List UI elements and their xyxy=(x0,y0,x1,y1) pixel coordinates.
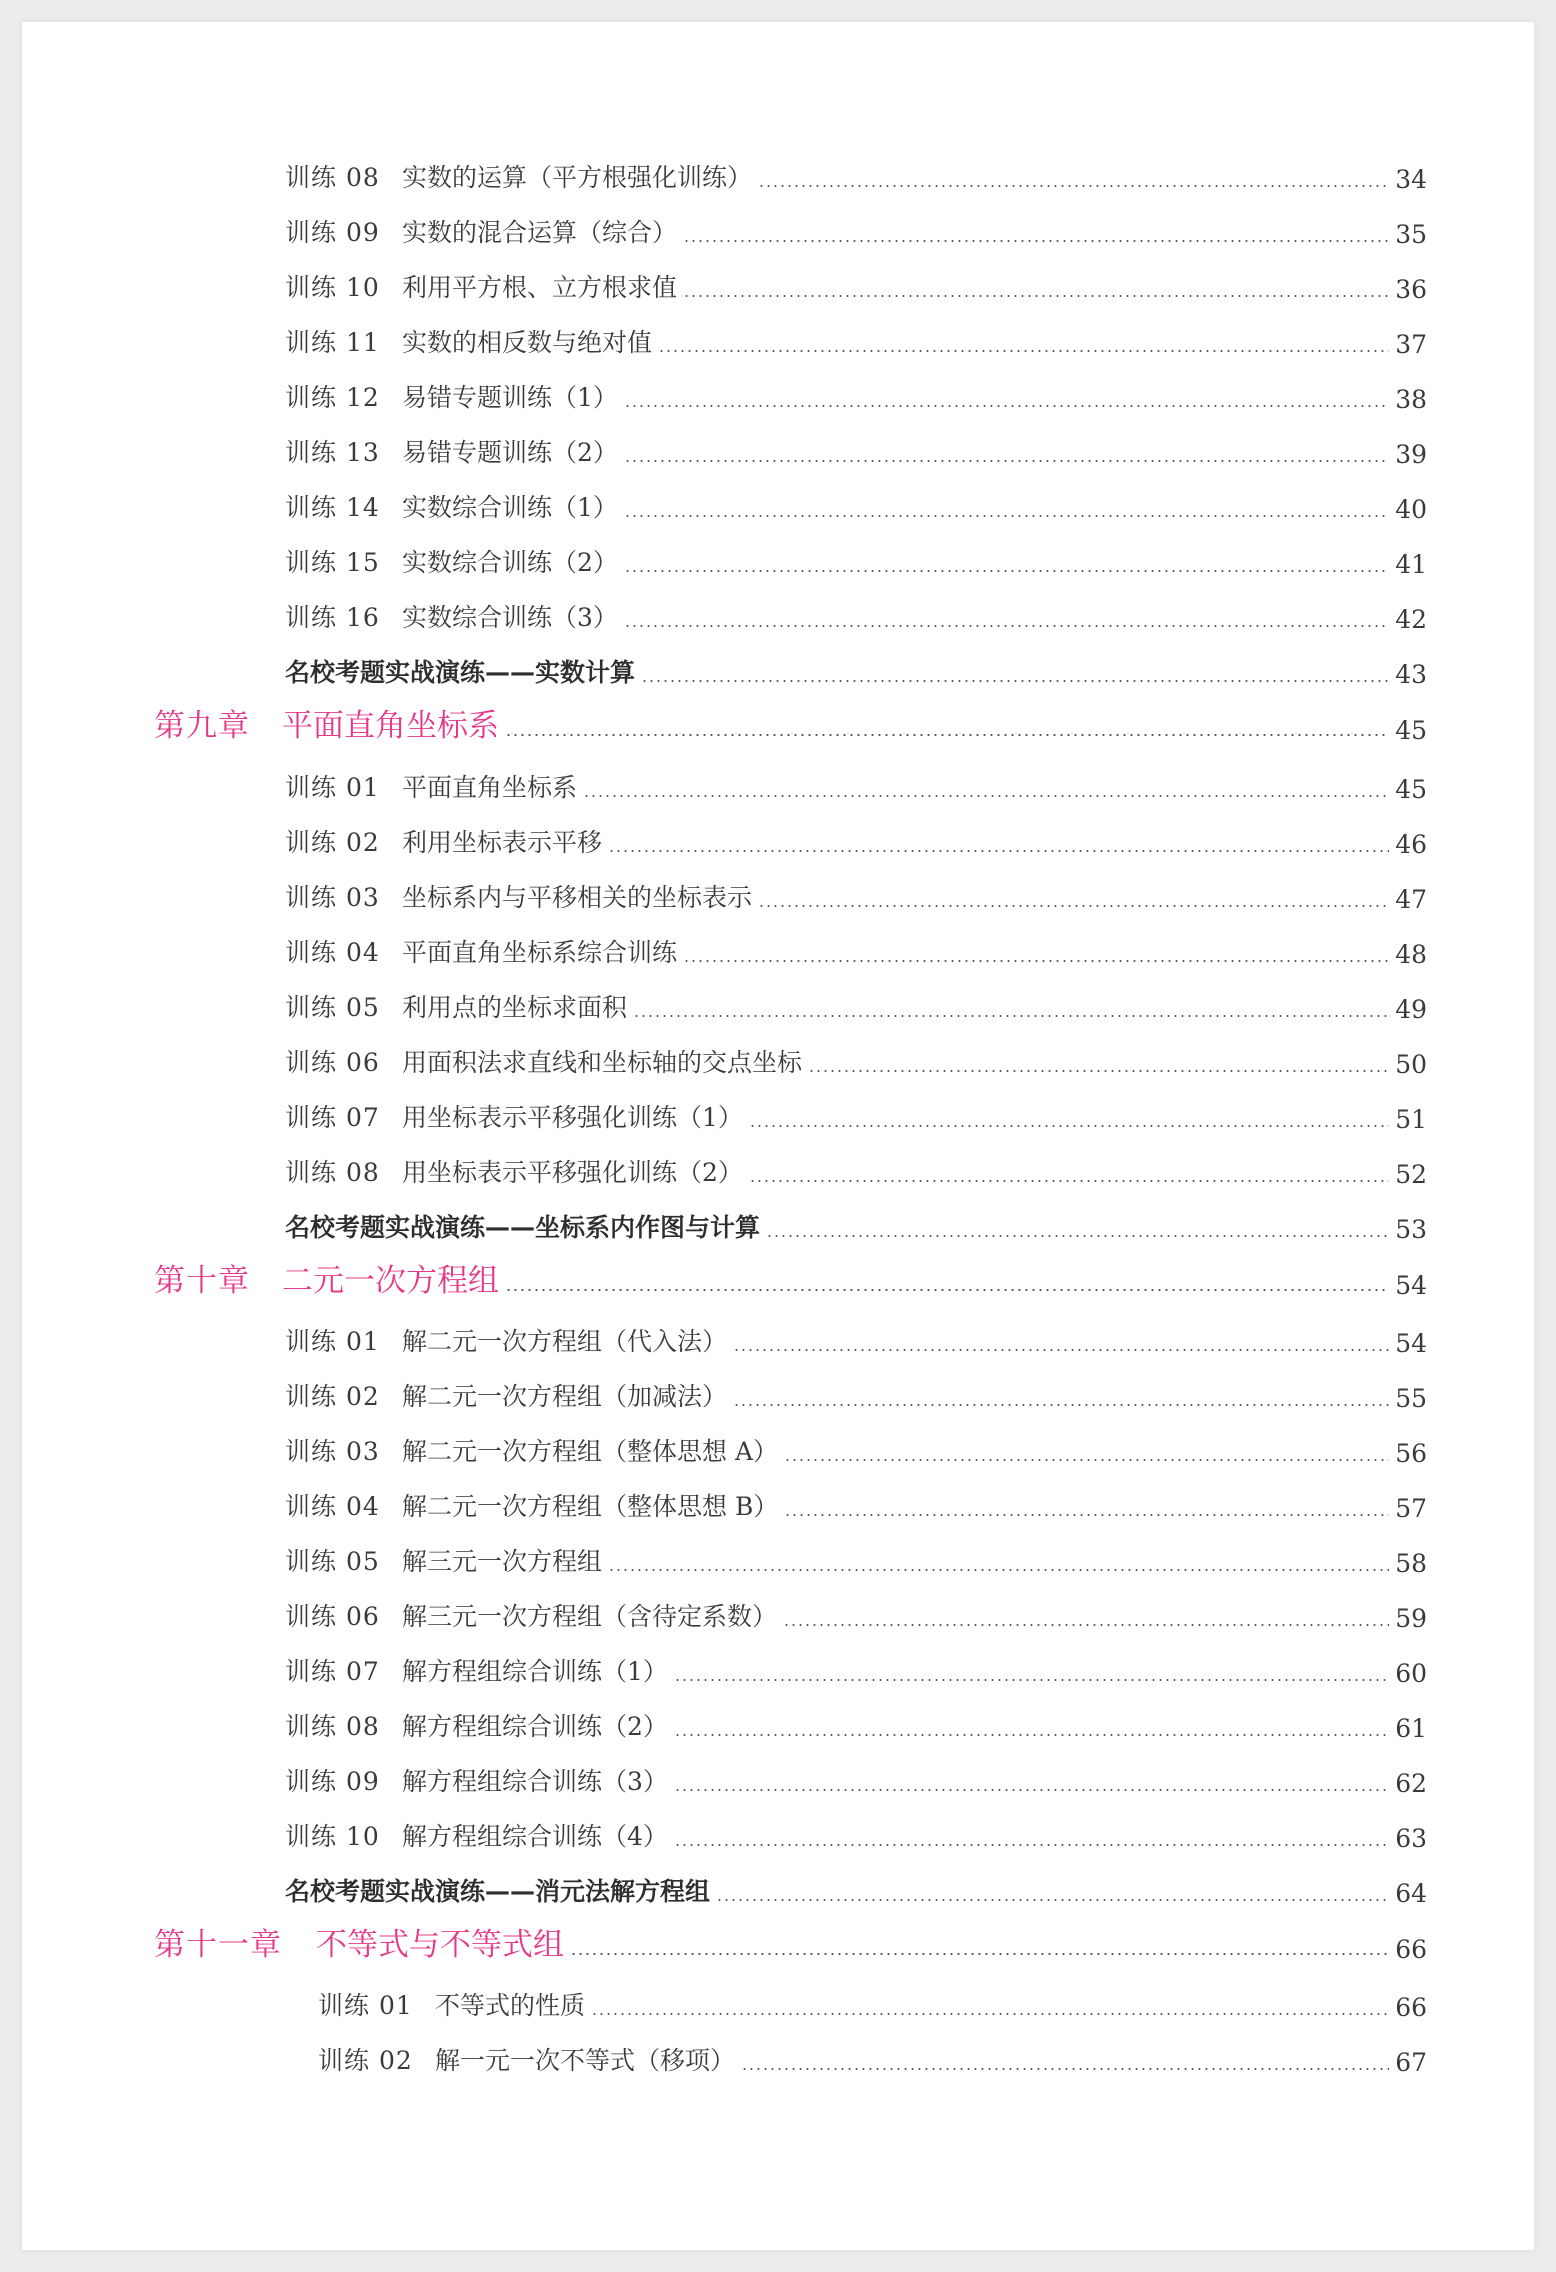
entry-number: 训练 07 xyxy=(285,1103,380,1132)
chapter-heading xyxy=(154,1258,1427,1300)
dot-leader xyxy=(658,350,1389,352)
entry-title: 易错专题训练（1） xyxy=(402,383,618,412)
toc-entry xyxy=(285,1646,1427,1688)
dot-leader xyxy=(608,1569,1389,1571)
page-number: 36 xyxy=(1395,275,1427,304)
entry-title: 实数综合训练（2） xyxy=(402,548,618,577)
dot-leader xyxy=(674,1844,1389,1846)
page-number: 35 xyxy=(1395,220,1427,249)
entry-title: 解一元一次不等式（移项） xyxy=(435,2046,736,2075)
toc-entry xyxy=(285,1701,1427,1743)
chapter-number: 第十一章 xyxy=(154,1927,282,1963)
dot-leader xyxy=(624,405,1389,407)
dot-leader xyxy=(505,734,1389,736)
entry-number: 训练 01 xyxy=(318,1991,413,2020)
entry-number: 训练 12 xyxy=(285,383,380,412)
toc-entry xyxy=(285,1037,1427,1079)
entry-number: 训练 09 xyxy=(285,1767,380,1796)
toc-entry xyxy=(285,927,1427,969)
toc-entry xyxy=(318,1980,1427,2022)
toc-entry xyxy=(318,2035,1427,2077)
entry-title: 用面积法求直线和坐标轴的交点坐标 xyxy=(402,1048,803,1077)
entry-title: 坐标系内与平移相关的坐标表示 xyxy=(402,883,753,912)
dot-leader xyxy=(633,1015,1389,1017)
dot-leader xyxy=(683,240,1389,242)
dot-leader xyxy=(683,295,1389,297)
toc-entry xyxy=(285,427,1427,469)
entry-number: 训练 08 xyxy=(285,163,380,192)
entry-number: 训练 04 xyxy=(285,938,380,967)
entry-title: 解方程组综合训练（1） xyxy=(402,1657,668,1686)
page-number: 55 xyxy=(1395,1384,1427,1413)
page-number: 34 xyxy=(1395,165,1427,194)
entry-title: 名校考题实战演练——实数计算 xyxy=(285,658,636,687)
dot-leader xyxy=(749,1125,1389,1127)
dot-leader xyxy=(741,2068,1389,2070)
entry-title: 实数综合训练（3） xyxy=(402,603,618,632)
toc-entry xyxy=(285,1371,1427,1413)
entry-title: 解方程组综合训练（3） xyxy=(402,1767,668,1796)
dot-leader xyxy=(624,625,1389,627)
entry-title: 用坐标表示平移强化训练（1） xyxy=(402,1103,743,1132)
entry-title: 实数的运算（平方根强化训练） xyxy=(402,163,753,192)
toc-entry xyxy=(285,537,1427,579)
page-number: 67 xyxy=(1395,2048,1427,2077)
entry-title: 解三元一次方程组 xyxy=(402,1547,603,1576)
chapter-title: 不等式与不等式组 xyxy=(316,1927,564,1963)
toc-entry xyxy=(285,317,1427,359)
dot-leader xyxy=(674,1734,1389,1736)
page-number: 38 xyxy=(1395,385,1427,414)
entry-number: 训练 03 xyxy=(285,1437,380,1466)
page-number: 51 xyxy=(1395,1105,1427,1134)
entry-title: 利用坐标表示平移 xyxy=(402,828,603,857)
toc-entry xyxy=(285,1591,1427,1633)
dot-leader xyxy=(583,795,1389,797)
page-number: 52 xyxy=(1395,1160,1427,1189)
entry-number: 训练 05 xyxy=(285,1547,380,1576)
page-number: 61 xyxy=(1395,1714,1427,1743)
page-number: 39 xyxy=(1395,440,1427,469)
entry-title: 解三元一次方程组（含待定系数） xyxy=(402,1602,778,1631)
entry-title: 利用点的坐标求面积 xyxy=(402,993,628,1022)
dot-leader xyxy=(783,1624,1389,1626)
entry-title: 平面直角坐标系综合训练 xyxy=(402,938,678,967)
entry-number: 训练 01 xyxy=(285,773,380,802)
dot-leader xyxy=(784,1459,1389,1461)
exam-practice-entry xyxy=(285,647,1427,689)
entry-number: 训练 04 xyxy=(285,1492,380,1521)
toc-entry xyxy=(285,1481,1427,1523)
dot-leader xyxy=(758,905,1389,907)
entry-title: 实数的相反数与绝对值 xyxy=(402,328,653,357)
page-number: 53 xyxy=(1395,1215,1427,1244)
entry-title: 解方程组综合训练（2） xyxy=(402,1712,668,1741)
toc-entry xyxy=(285,1092,1427,1134)
chapter-heading xyxy=(154,1922,1427,1964)
entry-title: 利用平方根、立方根求值 xyxy=(402,273,678,302)
page-number: 66 xyxy=(1395,1993,1427,2022)
entry-number: 训练 03 xyxy=(285,883,380,912)
dot-leader xyxy=(608,850,1389,852)
dot-leader xyxy=(624,570,1389,572)
dot-leader xyxy=(674,1789,1389,1791)
toc-entry xyxy=(285,817,1427,859)
entry-number: 训练 06 xyxy=(285,1602,380,1631)
page-number: 37 xyxy=(1395,330,1427,359)
page-number: 54 xyxy=(1395,1271,1427,1300)
entry-number: 训练 01 xyxy=(285,1327,380,1356)
page-number: 56 xyxy=(1395,1439,1427,1468)
entry-number: 训练 11 xyxy=(285,328,380,357)
toc-entry xyxy=(285,1756,1427,1798)
page-number: 41 xyxy=(1395,550,1427,579)
page-number: 45 xyxy=(1395,716,1427,745)
entry-number: 训练 08 xyxy=(285,1158,380,1187)
entry-number: 训练 13 xyxy=(285,438,380,467)
page-number: 59 xyxy=(1395,1604,1427,1633)
entry-number: 训练 08 xyxy=(285,1712,380,1741)
entry-title: 解方程组综合训练（4） xyxy=(402,1822,668,1851)
exam-practice-entry xyxy=(285,1866,1427,1908)
entry-title: 易错专题训练（2） xyxy=(402,438,618,467)
entry-number: 训练 02 xyxy=(318,2046,413,2075)
dot-leader xyxy=(591,2013,1389,2015)
document-page xyxy=(22,22,1534,2250)
entry-title: 实数的混合运算（综合） xyxy=(402,218,678,247)
page-number: 62 xyxy=(1395,1769,1427,1798)
entry-number: 训练 06 xyxy=(285,1048,380,1077)
chapter-heading xyxy=(154,703,1427,745)
dot-leader xyxy=(758,185,1389,187)
entry-number: 训练 16 xyxy=(285,603,380,632)
toc-entry xyxy=(285,482,1427,524)
page-number: 49 xyxy=(1395,995,1427,1024)
chapter-title: 平面直角坐标系 xyxy=(282,708,499,744)
dot-leader xyxy=(674,1679,1389,1681)
dot-leader xyxy=(641,680,1389,682)
entry-number: 训练 05 xyxy=(285,993,380,1022)
entry-title: 解二元一次方程组（整体思想 A） xyxy=(402,1437,779,1466)
entry-title: 解二元一次方程组（整体思想 B） xyxy=(402,1492,779,1521)
entry-title: 实数综合训练（1） xyxy=(402,493,618,522)
page-number: 66 xyxy=(1395,1935,1427,1964)
chapter-title: 二元一次方程组 xyxy=(282,1263,499,1299)
page-number: 50 xyxy=(1395,1050,1427,1079)
toc-entry xyxy=(285,262,1427,304)
dot-leader xyxy=(570,1953,1389,1955)
page-number: 42 xyxy=(1395,605,1427,634)
toc-entry xyxy=(285,152,1427,194)
page-number: 54 xyxy=(1395,1329,1427,1358)
chapter-number: 第十章 xyxy=(154,1263,250,1299)
toc-entry xyxy=(285,372,1427,414)
page-number: 57 xyxy=(1395,1494,1427,1523)
dot-leader xyxy=(716,1899,1389,1901)
dot-leader xyxy=(766,1235,1389,1237)
dot-leader xyxy=(683,960,1389,962)
entry-title: 名校考题实战演练——坐标系内作图与计算 xyxy=(285,1213,761,1242)
entry-number: 训练 15 xyxy=(285,548,380,577)
dot-leader xyxy=(749,1180,1389,1182)
toc-entry xyxy=(285,1147,1427,1189)
entry-number: 训练 10 xyxy=(285,273,380,302)
entry-number: 训练 02 xyxy=(285,828,380,857)
toc-entry xyxy=(285,592,1427,634)
toc-entry xyxy=(285,872,1427,914)
dot-leader xyxy=(624,515,1389,517)
dot-leader xyxy=(733,1349,1389,1351)
page-number: 60 xyxy=(1395,1659,1427,1688)
dot-leader xyxy=(808,1070,1389,1072)
entry-title: 平面直角坐标系 xyxy=(402,773,578,802)
page-number: 43 xyxy=(1395,660,1427,689)
table-of-contents xyxy=(22,22,1534,2250)
exam-practice-entry xyxy=(285,1202,1427,1244)
toc-entry xyxy=(285,1316,1427,1358)
toc-entry xyxy=(285,1811,1427,1853)
page-number: 40 xyxy=(1395,495,1427,524)
entry-number: 训练 10 xyxy=(285,1822,380,1851)
toc-entry xyxy=(285,1426,1427,1468)
entry-number: 训练 09 xyxy=(285,218,380,247)
page-number: 48 xyxy=(1395,940,1427,969)
entry-title: 解二元一次方程组（代入法） xyxy=(402,1327,728,1356)
toc-entry xyxy=(285,762,1427,804)
entry-title: 名校考题实战演练——消元法解方程组 xyxy=(285,1877,711,1906)
page-number: 47 xyxy=(1395,885,1427,914)
chapter-number: 第九章 xyxy=(154,708,250,744)
dot-leader xyxy=(733,1404,1389,1406)
dot-leader xyxy=(505,1289,1389,1291)
entry-number: 训练 02 xyxy=(285,1382,380,1411)
toc-entry xyxy=(285,207,1427,249)
dot-leader xyxy=(784,1514,1389,1516)
toc-entry xyxy=(285,1536,1427,1578)
entry-title: 用坐标表示平移强化训练（2） xyxy=(402,1158,743,1187)
page-number: 58 xyxy=(1395,1549,1427,1578)
page-number: 64 xyxy=(1395,1879,1427,1908)
dot-leader xyxy=(624,460,1389,462)
page-number: 63 xyxy=(1395,1824,1427,1853)
entry-title: 不等式的性质 xyxy=(435,1991,586,2020)
entry-title: 解二元一次方程组（加减法） xyxy=(402,1382,728,1411)
page-number: 45 xyxy=(1395,775,1427,804)
page-number: 46 xyxy=(1395,830,1427,859)
entry-number: 训练 14 xyxy=(285,493,380,522)
entry-number: 训练 07 xyxy=(285,1657,380,1686)
toc-entry xyxy=(285,982,1427,1024)
